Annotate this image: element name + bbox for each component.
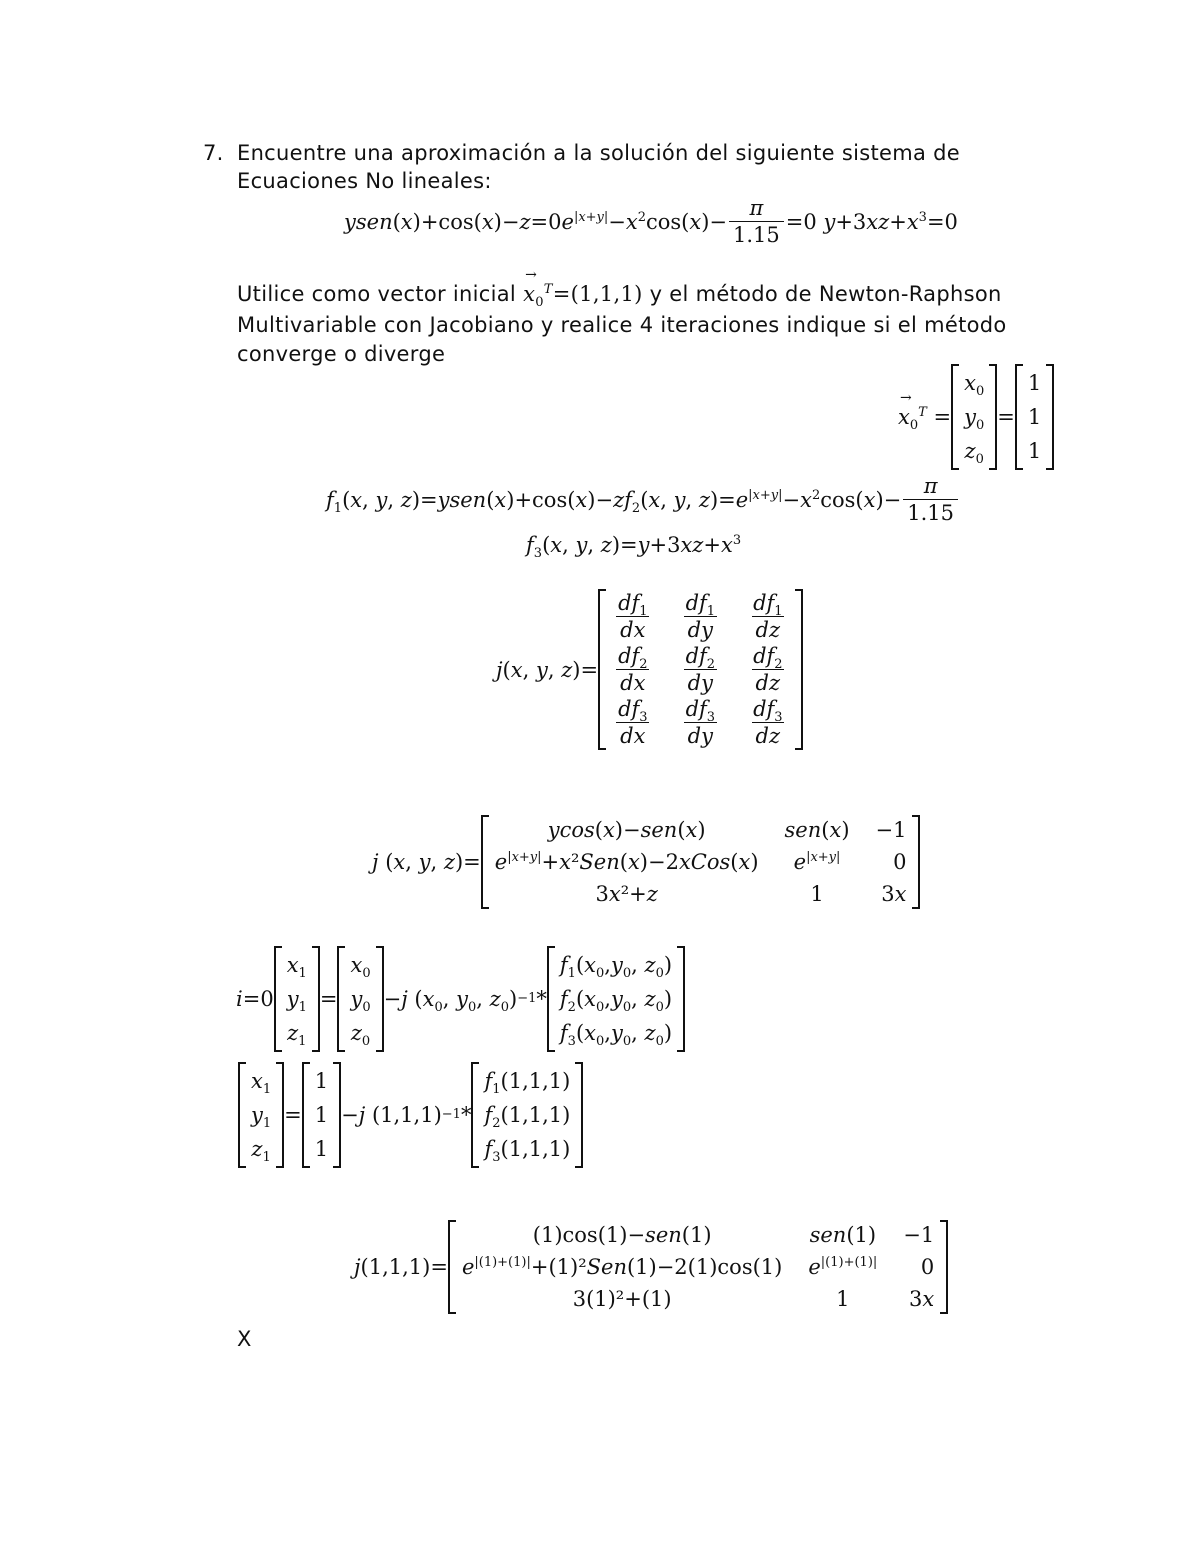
function-f3: $f_3(x$, y, $z)=y+3xz+x^3$ [526, 533, 742, 562]
jacobian-numeric-2-3: 0 [920, 1255, 935, 1279]
jacobian-entry-2-1: $\frac{df_2}{dx}$ [618, 644, 648, 695]
jacobian-numeric-3-1: 3(1)²+(1) [572, 1287, 672, 1311]
iteration-numeric: $x_1$ $y_1$ $z_1$ = 1 1 1 − j (1,1,1) −1 * $f_1(1,1,1)$ $f_2(1,1,1)$ $f_3(1,1,1)$ [238, 1062, 583, 1168]
jacobian-numeric-1-1: (1)cos(1)−sen(1) [532, 1223, 712, 1247]
jacobian-general: j ( x , y , z )= ycos(x)−sen(x) sen(x) −1 $e^{|x+y|}+x^2Sen(x)-2xCos(x)$ $e^{|x+y|}$ 0 3x²+z 1 3x [372, 815, 920, 909]
jacobian-general-2-3: 0 [893, 850, 907, 874]
jacobian-general-1-2: sen(x) [784, 818, 850, 842]
jacobian-numeric-2-1: $e^{|(1)+(1)|}+(1)^2Sen(1)-2(1)\cos(1)$ [461, 1255, 783, 1279]
jacobian-entry-1-2: $\frac{df_1}{dy}$ [685, 591, 716, 642]
jacobian-entry-2-3: $\frac{df_2}{dz}$ [753, 644, 783, 695]
jacobian-entry-1-1: $\frac{df_1}{dx}$ [618, 591, 648, 642]
jacobian-numeric-2-2: $e^{|(1)+(1)|}$ [808, 1255, 878, 1279]
jacobian-entry-2-2: $\frac{df_2}{dy}$ [685, 644, 716, 695]
problem-line-3: Utilice como vector inicial → $x_0^T=(1,1,1)$ y el método de Newton-Raphson [237, 282, 1002, 306]
jacobian-entry-3-3: $\frac{df_3}{dz}$ [753, 697, 783, 748]
jacobian-general-2-2: $e^{|x+y|}$ [793, 850, 841, 874]
problem-line-2: Ecuaciones No lineales: [237, 169, 492, 193]
initial-vector-symbols: $x_0$ $y_0$ $z_0$ [951, 364, 997, 470]
jacobian-numeric-3-3: 3x [909, 1287, 935, 1311]
trailing-text: X [237, 1327, 252, 1351]
problem-line-1: Encuentre una aproximación a la solución del siguiente sistema de [237, 141, 960, 165]
jacobian-entry-3-1: $\frac{df_3}{dx}$ [618, 697, 648, 748]
initial-vector-symbol: → $x_0^T$ [523, 282, 553, 306]
jacobian-numeric-3-2: 1 [836, 1287, 850, 1311]
system-equation: ysen ( x )+cos( x )− z =0 $e^{|x+y|}$ − $x^2$ cos( x )− $\frac{\pi}{1.15}$ =0 y +3 xz + $x^3$ =0 [344, 196, 958, 247]
jacobian-entry-3-2: $\frac{df_3}{dy}$ [685, 697, 716, 748]
problem-line-4: Multivariable con Jacobiano y realice 4 iteraciones indique si el método [237, 313, 1007, 337]
jacobian-numeric-1-2: sen(1) [809, 1223, 877, 1247]
jacobian-general-3-1: 3x²+z [595, 882, 658, 906]
jacobian-general-1-3: −1 [875, 818, 907, 842]
functions-f1-f2: $f_1$ ( x , y , z )= ysen ( x )+cos( x )− $zf_2$ ( x , y , z )= $e^{|x+y|}$ − $x^2$ cos( x )− $\frac{\pi}{1.15}$ [326, 474, 960, 525]
jacobian-symbolic: j ( x , y , z )= $\frac{df_1}{dx}$ $\frac{df_1}{dy}$ $\frac{df_1}{dz}$ $\frac{df_2}{dx}$ $\frac{df_2}{dy}$ $\frac{df_2}{dz}$ $\frac{df_3}{dx}$ $\frac{df_3}{dy}$ $\frac{df_3}{dz}$ [496, 589, 803, 750]
problem-number: 7. [203, 141, 224, 165]
jacobian-numeric: j (1,1,1)= (1)cos(1)−sen(1) sen(1) −1 $e^{|(1)+(1)|}+(1)^2Sen(1)-2(1)\cos(1)$ $e^{|(1)+(1)|}$ 0 3(1)²+(1) 1 3x [354, 1220, 948, 1314]
initial-vector-values: 1 1 1 [1015, 364, 1054, 470]
jacobian-entry-1-3: $\frac{df_1}{dz}$ [753, 591, 783, 642]
jacobian-general-2-1: $e^{|x+y|}+x^2Sen(x)-2xCos(x)$ [494, 850, 759, 874]
jacobian-general-3-2: 1 [810, 882, 824, 906]
jacobian-general-1-1: ycos(x)−sen(x) [547, 818, 706, 842]
initial-vector-equation: → $x_0^T$ = $x_0$ $y_0$ $z_0$ = 1 1 1 [898, 364, 1054, 470]
jacobian-general-3-3: 3x [881, 882, 907, 906]
iteration-symbolic: i =0 $x_1$ $y_1$ $z_1$ = $x_0$ $y_0$ $z_0$ − j ( $x_0$ , $y_0$ , $z_0$ ) −1 * $f_1(x_0,y_0$, $z_0$) $f_2(x_0,y_0$, $z_0$) $f_3(x_0,y_0$, $z_0$) [236, 946, 685, 1052]
jacobian-numeric-1-3: −1 [903, 1223, 935, 1247]
problem-line-5: converge o diverge [237, 342, 446, 366]
